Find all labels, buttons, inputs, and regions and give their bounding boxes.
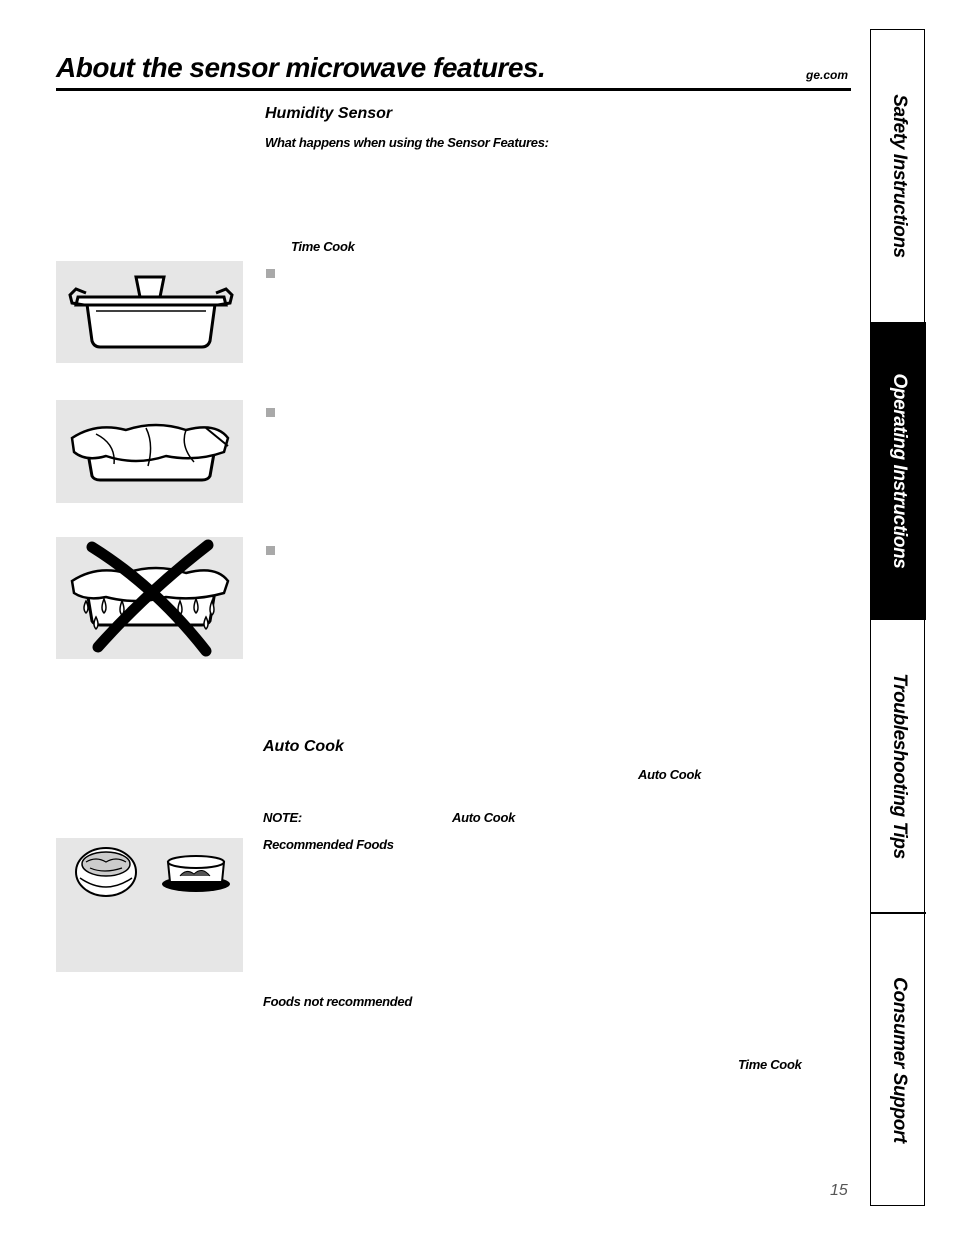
tab-safety-instructions[interactable] — [871, 30, 926, 322]
covered-bowls-icon — [56, 838, 243, 908]
tab-operating-instructions[interactable] — [871, 322, 926, 620]
section-tabs — [870, 29, 925, 1206]
tab-label: Safety Instructions — [888, 94, 910, 258]
bullet-marker — [266, 269, 275, 278]
bullet-marker — [266, 546, 275, 555]
page-number: 15 — [830, 1182, 848, 1199]
bullet-marker — [266, 408, 275, 417]
tab-label: Troubleshooting Tips — [888, 673, 910, 859]
covered-casserole-illustration — [56, 261, 243, 363]
sensor-features-subheading: What happens when using the Sensor Features: — [265, 135, 549, 150]
wrapped-dish-icon — [56, 400, 243, 503]
humidity-sensor-heading: Humidity Sensor — [265, 105, 393, 122]
header-rule — [56, 88, 851, 91]
note-auto-cook-label: Auto Cook — [452, 810, 516, 825]
crossed-out-dish-illustration — [56, 537, 243, 659]
auto-cook-inline-label: Auto Cook — [638, 767, 702, 782]
tab-label: Operating Instructions — [888, 373, 910, 569]
recommended-foods-heading: Recommended Foods — [263, 837, 394, 852]
do-not-icon — [56, 537, 243, 659]
tab-consumer-support[interactable] — [871, 914, 926, 1205]
page-title: About the sensor microwave features. — [56, 52, 546, 83]
tab-label: Consumer Support — [888, 976, 910, 1143]
tab-troubleshooting-tips[interactable] — [871, 620, 926, 912]
website-link: ge.com — [806, 68, 849, 82]
wrapped-dish-illustration — [56, 400, 243, 503]
time-cook-label: Time Cook — [291, 239, 355, 254]
foods-not-recommended-heading: Foods not recommended — [263, 994, 412, 1009]
casserole-lid-icon — [56, 261, 243, 363]
auto-cook-heading: Auto Cook — [263, 738, 344, 755]
food-containers-illustration — [56, 838, 243, 972]
time-cook-label-bottom: Time Cook — [738, 1057, 802, 1072]
note-label: NOTE: — [263, 810, 302, 825]
